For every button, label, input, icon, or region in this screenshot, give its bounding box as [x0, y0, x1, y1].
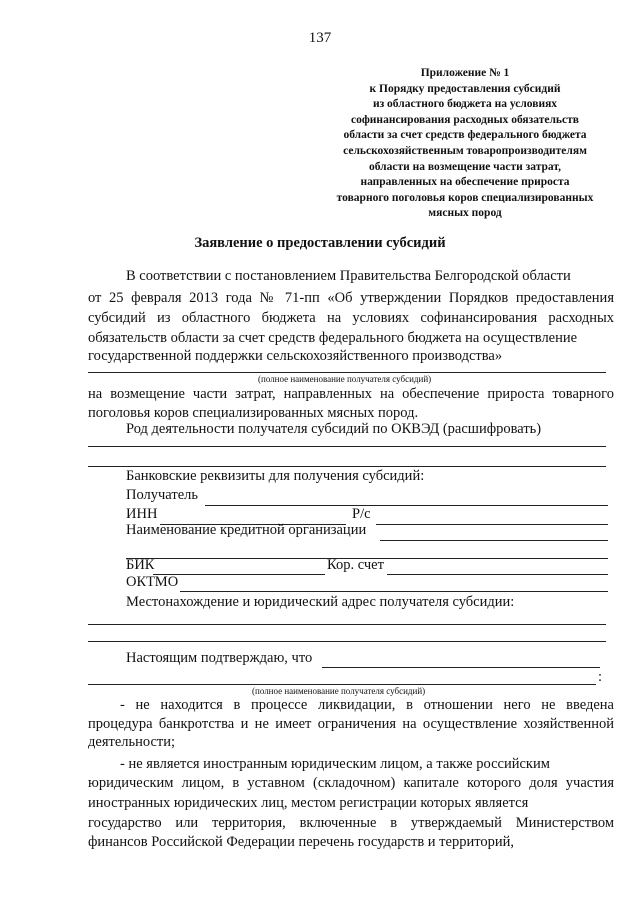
- paragraph1-line: В соответствии с постановлением Правительства Белгородской области: [126, 268, 571, 284]
- bullet2-line: финансов Российской Федерации перечень государств и территорий,: [88, 834, 514, 850]
- appendix-line: софинансирования расходных обязательств: [351, 113, 579, 126]
- kor-label: Кор. счет: [327, 557, 384, 573]
- recipient-name-line[interactable]: [88, 372, 606, 373]
- paragraph1-line: государственной поддержки сельскохозяйственного производства»: [88, 348, 503, 364]
- recipient-field[interactable]: [205, 505, 608, 506]
- paragraph1-cont-line: поголовья коров специализированных мясных пород.: [88, 405, 419, 421]
- colon-mark: :: [598, 669, 603, 685]
- bullet2-line: - не является иностранным юридическим лицом, а также российским: [120, 756, 550, 772]
- appendix-line: сельскохозяйственным товаропроизводителям: [343, 144, 587, 157]
- kor-field[interactable]: [387, 574, 608, 575]
- okved-line[interactable]: [88, 446, 606, 447]
- rs-field[interactable]: [376, 524, 608, 525]
- paragraph1-line: от 25 февраля 2013 года № 71-пп «Об утверждении Порядков предоставления: [88, 290, 614, 306]
- bullet1-line: деятельности;: [88, 734, 176, 750]
- appendix-block: [290, 66, 640, 222]
- confirm-field[interactable]: [322, 667, 600, 668]
- inn-label: ИНН: [126, 506, 158, 522]
- bik-label: БИК: [126, 557, 155, 573]
- appendix-line: Приложение № 1: [420, 67, 510, 79]
- appendix-line: области за счет средств федерального бюджета: [343, 129, 587, 142]
- bullet1-line: - не находится в процессе ликвидации, в отношении него не введена: [120, 697, 614, 713]
- address-label: Местонахождение и юридический адрес получателя субсидии:: [126, 594, 515, 610]
- appendix-line: товарного поголовья коров специализированных: [336, 191, 594, 204]
- address-line[interactable]: [88, 624, 606, 625]
- recipient-caption-2: (полное наименование получателя субсидий): [252, 686, 426, 696]
- bik-field[interactable]: [153, 574, 325, 575]
- address-line[interactable]: [88, 641, 606, 642]
- document-title: Заявление о предоставлении субсидий: [194, 235, 446, 251]
- oktmo-field[interactable]: [180, 591, 608, 592]
- confirm-label: Настоящим подтверждаю, что: [126, 650, 313, 666]
- credit-org-field[interactable]: [380, 540, 608, 541]
- appendix-line: мясных пород: [428, 207, 502, 220]
- oktmo-label: ОКТМО: [126, 574, 179, 590]
- page-number: 137: [308, 30, 332, 46]
- paragraph1-line: обязательств области за счет средств федерального бюджета на осуществление: [88, 330, 578, 346]
- okved-label: Род деятельности получателя субсидий по ОКВЭД (расшифровать): [126, 421, 542, 437]
- bullet1-line: процедура банкротства и не имеет ограничения на осуществление хозяйственной: [88, 716, 614, 732]
- recipient-label: Получатель: [126, 487, 198, 503]
- rs-label: Р/с: [352, 506, 371, 522]
- paragraph1-line: субсидий из областного бюджета на условиях софинансирования расходных: [88, 310, 614, 326]
- confirm-name-line[interactable]: [88, 684, 596, 685]
- appendix-line: области на возмещение части затрат,: [368, 160, 562, 173]
- okved-line[interactable]: [88, 466, 606, 467]
- credit-org-label: Наименование кредитной организации: [126, 522, 367, 538]
- paragraph1-cont-line: на возмещение части затрат, направленных на обеспечение прироста товарного: [88, 386, 614, 402]
- appendix-line: из областного бюджета на условиях: [372, 98, 558, 111]
- bullet2-line: иностранных юридических лиц, местом регистрации которых является: [88, 795, 529, 811]
- bank-header: Банковские реквизиты для получения субсидий:: [126, 468, 425, 484]
- bullet2-line: юридическим лицом, в уставном (складочном) капитале которого доля участия: [88, 775, 614, 791]
- bullet2-line: государство или территория, включенные в утверждаемый Министерством: [88, 815, 614, 831]
- appendix-line: направленных на обеспечение прироста: [360, 176, 570, 189]
- recipient-caption: (полное наименование получателя субсидий): [258, 374, 432, 384]
- appendix-line: к Порядку предоставления субсидий: [369, 82, 561, 95]
